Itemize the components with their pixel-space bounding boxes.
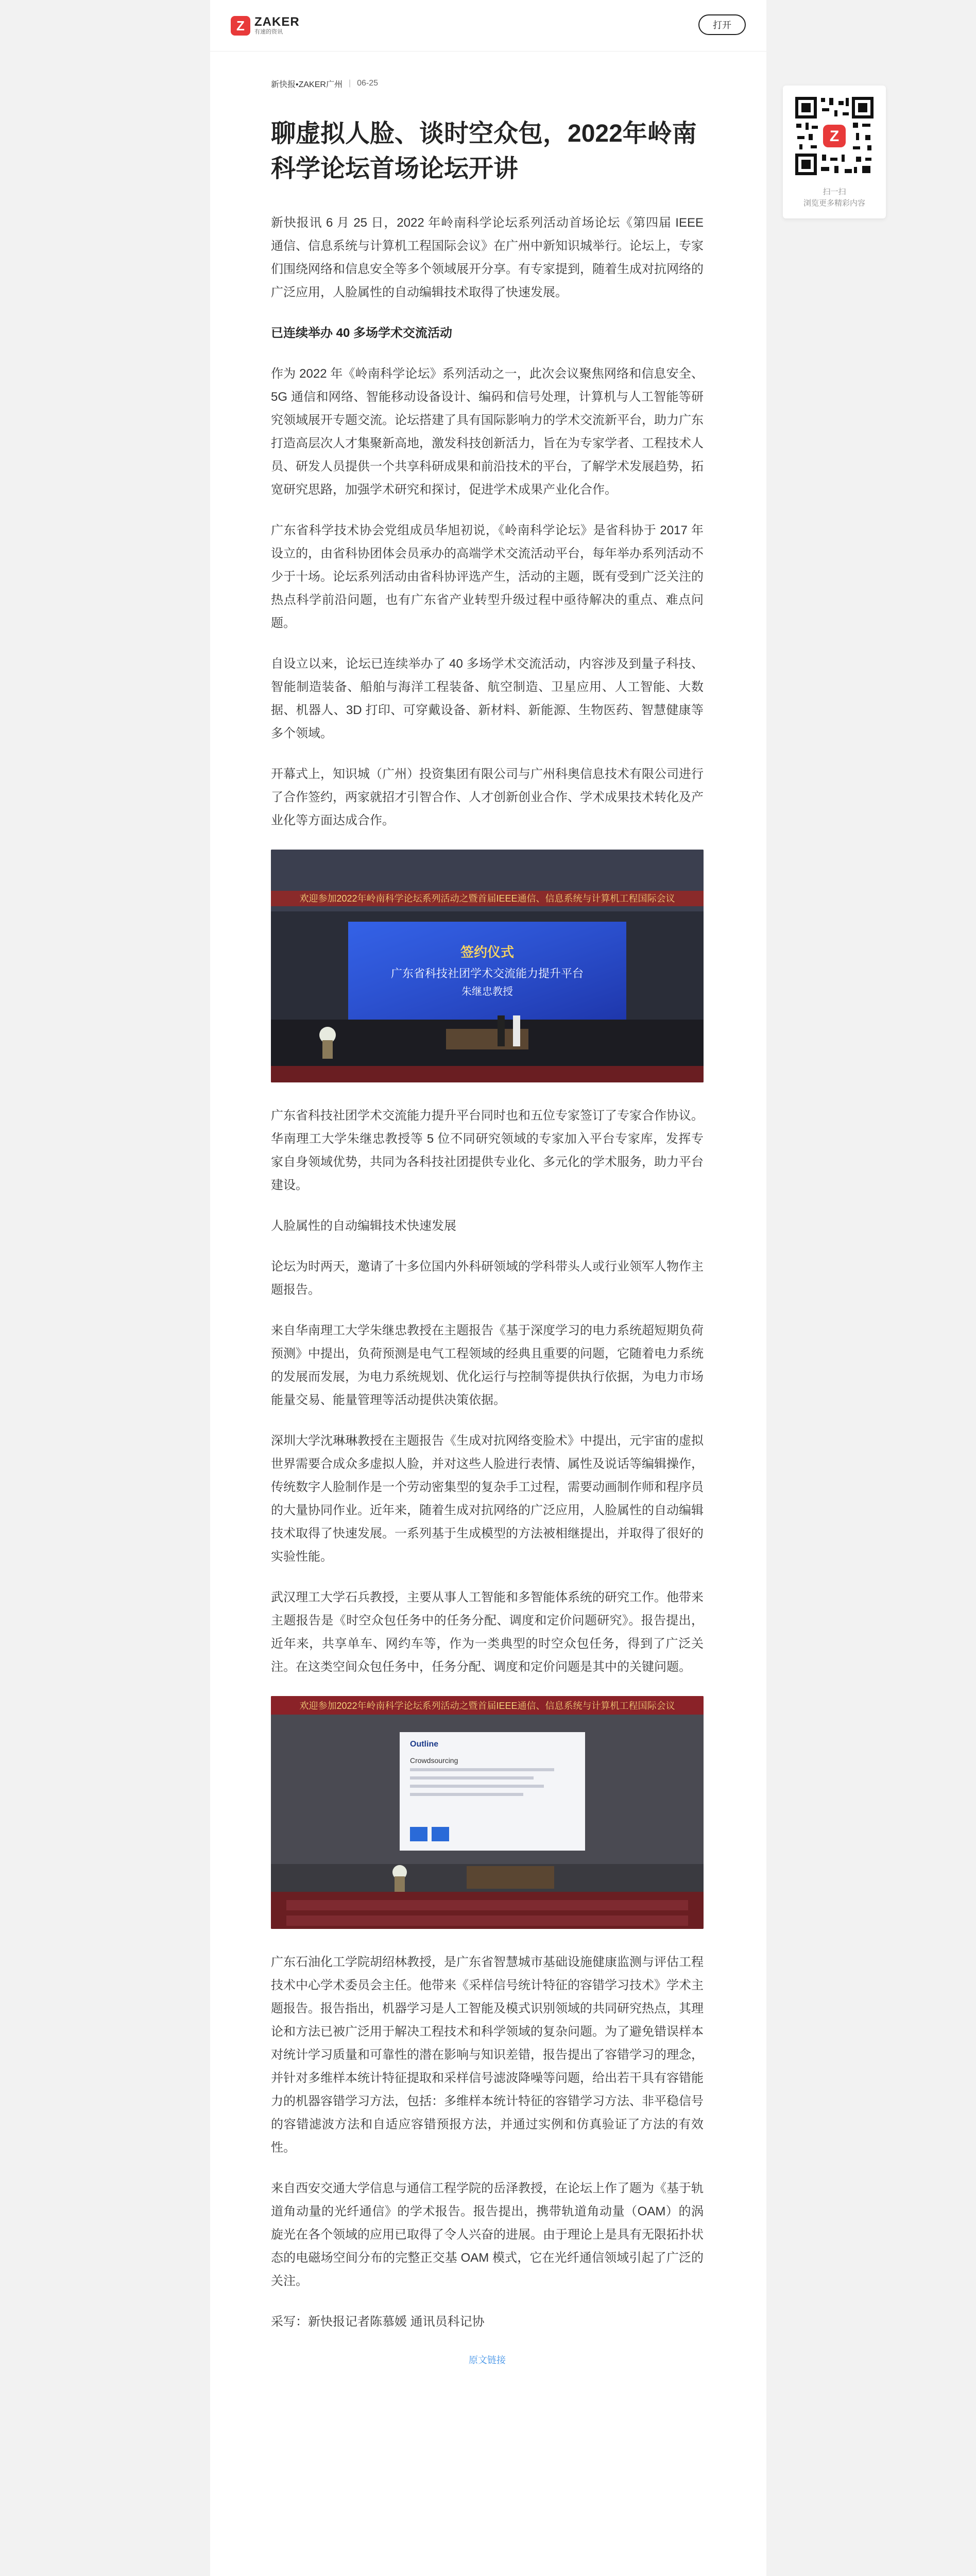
article-paragraph: 广东石油化工学院胡绍林教授，是广东省智慧城市基础设施健康监测与评估工程技术中心学术委员会主任。他带来《采样信号统计特征的容错学习技术》学术主题报告。报告指出，机器学习是人工智能及模式识别领域的共同研究热点，其理论和方法已被广泛用于解决工程技术和科学领域的复杂问题。为了避免错误样本对统计学习质量和可靠性的潜在影响与知识差错，报告提出了容错学习的理念，并针对多维样本统计特征提取和采样信号滤波降噪等问题，给出若干具有容错能力的机器容错学习方法，包括：多维样本统计特征的容错学习方法、非平稳信号的容错滤波方法和自适应容错预报方法，并通过实例和仿真验证了方法的有效性。 (271, 1955, 704, 2155)
paragraph-group-c (271, 1951, 704, 2333)
article-paragraph: 广东省科学技术协会党组成员华旭初说，《岭南科学论坛》是省科协于 2017 年设立的，由省科协团体会员承办的高端学术交流活动平台，每年举办系列活动不少于十场。论坛系列活动由省科协评选产生，活动的主题，既有受到广泛关注的热点科学前沿问题，也有广东省产业转型升级过程中亟待解决的重点、难点问题。 (271, 523, 704, 630)
meta-separator: | (348, 79, 351, 88)
paragraph-group-b (271, 1104, 704, 1679)
qr-caption-line2: 浏览更多精彩内容 (803, 199, 865, 208)
qr-logo-mark: Z (829, 128, 840, 145)
article-title: 聊虚拟人脸、谈时空众包，2022年岭南科学论坛首场论坛开讲 (271, 120, 697, 182)
article-paragraph: 论坛为时两天，邀请了十多位国内外科研领域的学科带头人或行业领军人物作主题报告。 (271, 1260, 704, 1297)
paragraph-group-a (271, 211, 704, 832)
article-paragraph: 广东省科技社团学术交流能力提升平台同时也和五位专家签订了专家合作协议。华南理工大学朱继忠教授等 5 位不同研究领域的专家加入平台专家库，发挥专家自身领域优势，共同为各科技社团提供专业化、多元化的学术服务，助力平台建设。 (271, 1109, 704, 1192)
photo2-slide-title: Outline (410, 1740, 439, 1749)
photo-forum-lecture[interactable] (271, 1696, 704, 1929)
article-date: 06-25 (357, 79, 379, 88)
photo2-banner: 欢迎参加2022年岭南科学论坛系列活动之暨首届IEEE通信、信息系统与计算机工程国际会议 (299, 1701, 675, 1711)
photo1-screen-line3: 朱继忠教授 (461, 986, 513, 997)
article-paragraph: 自设立以来，论坛已连续举办了 40 多场学术交流活动，内容涉及到量子科技、智能制造装备、船舶与海洋工程装备、航空制造、卫星应用、人工智能、大数据、机器人、3D 打印、可穿戴设备、新材料、新能源、生物医药、智慧健康等多个领域。 (271, 657, 704, 740)
photo-forum-lecture-image (271, 1696, 704, 1929)
article-paragraph: 武汉理工大学石兵教授，主要从事人工智能和多智能体系统的研究工作。他带来主题报告是《时空众包任务中的任务分配、调度和定价问题研究》。报告提出，近年来，共享单车、网约车等，作为一类典型的时空众包任务，得到了广泛关注。在这类空间众包任务中，任务分配、调度和定价问题是其中的关键问题。 (271, 1590, 704, 1674)
article-paragraph: 采写：新快报记者陈慕媛 通讯员科记协 (271, 2315, 485, 2329)
page (210, 0, 766, 2576)
article-paragraph: 新快报讯 6 月 25 日，2022 年岭南科学论坛系列活动首场论坛《第四届 IEEE 通信、信息系统与计算机工程国际会议》在广州中新知识城举行。论坛上，专家们围绕网络和信息安全等多个领域展开分享。有专家提到，随着生成对抗网络的广泛应用，人脸属性的自动编辑技术取得了快速发展。 (271, 216, 704, 299)
photo-signing-ceremony[interactable] (271, 850, 704, 1082)
logo-text (254, 16, 300, 36)
qr-caption (783, 187, 886, 209)
article-paragraph: 深圳大学沈琳琳教授在主题报告《生成对抗网络变脸术》中提出，元宇宙的虚拟世界需要合成众多虚拟人脸，并对这些人脸进行表情、属性及说话等编辑操作，传统数字人脸制作是一个劳动密集型的复杂手工过程，需要动画制作师和程序员的大量协同作业。近年来，随着生成对抗网络的广泛应用，人脸属性的自动编辑技术取得了快速发展。一系列基于生成模型的方法被相继提出，并取得了很好的实验性能。 (271, 1434, 704, 1564)
article-subheading: 人脸属性的自动编辑技术快速发展 (271, 1219, 456, 1233)
logo-name: ZAKER (254, 15, 300, 29)
article (271, 77, 704, 2366)
qr-code-icon[interactable] (795, 97, 874, 175)
article-meta (271, 77, 704, 90)
article-paragraph: 来自西安交通大学信息与通信工程学院的岳泽教授，在论坛上作了题为《基于轨道角动量的光纤通信》的学术报告。报告提出，携带轨道角动量（OAM）的涡旋光在各个领域的应用已取得了令人兴奋的进展。由于理论上是具有无限拓扑状态的电磁场空间分布的完整正交基 OAM 模式，它在光纤通信领域引起了广泛的关注。 (271, 2181, 704, 2288)
article-paragraph: 开幕式上，知识城（广州）投资集团有限公司与广州科奥信息技术有限公司进行了合作签约，两家就招才引智合作、人才创新创业合作、学术成果技术转化及产业化等方面达成合作。 (271, 767, 704, 827)
open-app-button[interactable]: 打开 (698, 14, 746, 35)
qr-code-panel (783, 86, 886, 218)
top-bar (210, 0, 766, 52)
article-source[interactable]: 新快报•ZAKER广州 (271, 80, 343, 89)
article-body (271, 211, 704, 2366)
photo2-slide-subtitle: Crowdsourcing (410, 1756, 458, 1765)
article-subheading: 已连续举办 40 多场学术交流活动 (271, 326, 453, 340)
read-original-link[interactable]: 原文链接 (469, 2355, 506, 2365)
photo-signing-ceremony-image (271, 850, 704, 1082)
article-paragraph: 作为 2022 年《岭南科学论坛》系列活动之一，此次会议聚焦网络和信息安全、5G 通信和网络、智能移动设备设计、编码和信号处理，计算机与人工智能等研究领域展开专题交流。论坛搭建了具有国际影响力的学术交流新平台，助力广东打造高层次人才集聚新高地，激发科技创新活力，旨在为专家学者、工程技术人员、研发人员提供一个共享科研成果和前沿技术的平台，了解学术发展趋势，拓宽研究思路，加强学术研究和探讨，促进学术成果产业化合作。 (271, 367, 704, 497)
qr-caption-line1: 扫一扫 (823, 188, 846, 196)
article-paragraph: 来自华南理工大学朱继忠教授在主题报告《基于深度学习的电力系统超短期负荷预测》中提出，负荷预测是电气工程领域的经典且重要的问题，它随着电力系统的发展而发展，为电力系统规划、优化运行与控制等提供执行依据，为电力市场能量交易、能量管理等活动提供决策依据。 (271, 1324, 704, 1407)
zaker-logo-mark: Z (231, 16, 250, 36)
photo1-screen-line2: 广东省科技社团学术交流能力提升平台 (390, 967, 584, 980)
photo1-banner: 欢迎参加2022年岭南科学论坛系列活动之暨首届IEEE通信、信息系统与计算机工程国际会议 (299, 893, 675, 904)
zaker-logo[interactable] (231, 15, 300, 36)
logo-slogan: 有速的资讯 (254, 29, 283, 35)
photo1-screen-title: 签约仪式 (460, 944, 515, 960)
